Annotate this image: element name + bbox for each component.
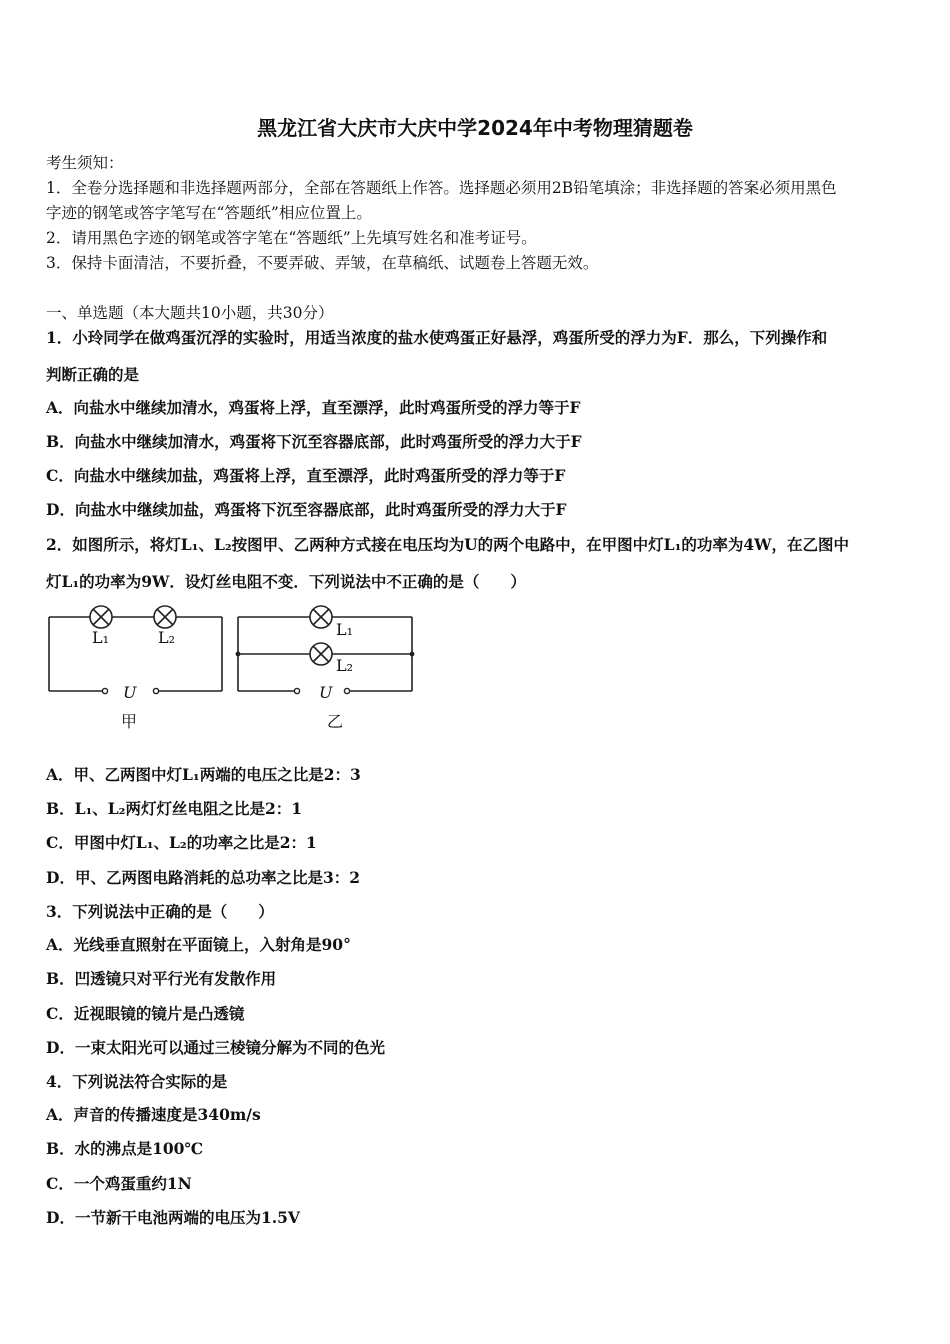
question-stem: 1．小玲同学在做鸡蛋沉浮的实验时，用适当浓度的盐水使鸡蛋正好悬浮，鸡蛋所受的浮力为F．那么，下列操作和 — [46, 328, 828, 347]
option-c: C．近视眼镜的镜片是凸透镜 — [46, 1004, 245, 1023]
figure-caption: 乙 — [327, 712, 344, 731]
notice-heading: 考生须知： — [46, 154, 124, 172]
option-d: D．一束太阳光可以通过三棱镜分解为不同的色光 — [46, 1038, 385, 1057]
option-a: A．声音的传播速度是340m/s — [46, 1105, 261, 1124]
notice-line: 1．全卷分选择题和非选择题两部分，全部在答题纸上作答。选择题必须用2B铅笔填涂；非选择题的答案必须用黑色 — [46, 179, 837, 197]
voltage-label: U — [319, 683, 333, 702]
lamp-label: L₂ — [336, 656, 354, 675]
option-a: A．甲、乙两图中灯L₁两端的电压之比是2：3 — [46, 765, 361, 784]
option-c: C．甲图中灯L₁、L₂的功率之比是2：1 — [46, 833, 317, 852]
question-stem: 3．下列说法中正确的是（ ） — [46, 902, 274, 921]
section-heading: 一、单选题（本大题共10小题，共30分） — [46, 304, 334, 322]
lamp-label: L₁ — [336, 620, 354, 639]
option-a: A．光线垂直照射在平面镜上，入射角是90° — [46, 935, 351, 954]
option-a: A．向盐水中继续加清水，鸡蛋将上浮，直至漂浮，此时鸡蛋所受的浮力等于F — [46, 398, 581, 417]
circuit-diagram-series — [44, 600, 234, 735]
lamp-label: L₂ — [158, 628, 176, 647]
option-b: B．水的沸点是100℃ — [46, 1139, 204, 1158]
notice-line: 2．请用黑色字迹的钢笔或答字笔在“答题纸”上先填写姓名和准考证号。 — [46, 229, 537, 247]
question-stem: 灯L₁的功率为9W．设灯丝电阻不变．下列说法中不正确的是（ ） — [46, 572, 526, 591]
option-d: D．一节新干电池两端的电压为1.5V — [46, 1208, 300, 1227]
question-stem: 判断正确的是 — [46, 365, 140, 384]
option-d: D．甲、乙两图电路消耗的总功率之比是3：2 — [46, 868, 361, 887]
option-b: B．凹透镜只对平行光有发散作用 — [46, 969, 277, 988]
option-b: B．L₁、L₂两灯灯丝电阻之比是2：1 — [46, 799, 303, 818]
figure-caption: 甲 — [121, 712, 138, 731]
option-c: C．向盐水中继续加盐，鸡蛋将上浮，直至漂浮，此时鸡蛋所受的浮力等于F — [46, 466, 566, 485]
lamp-label: L₁ — [92, 628, 110, 647]
voltage-label: U — [123, 683, 137, 702]
option-d: D．向盐水中继续加盐，鸡蛋将下沉至容器底部，此时鸡蛋所受的浮力大于F — [46, 500, 567, 519]
question-stem: 4．下列说法符合实际的是 — [46, 1072, 228, 1091]
notice-line: 3．保持卡面清洁，不要折叠，不要弄破、弄皱，在草稿纸、试题卷上答题无效。 — [46, 254, 599, 272]
question-stem: 2．如图所示，将灯L₁、L₂按图甲、乙两种方式接在电压均为U的两个电路中，在甲图中灯L₁的功率为4W，在乙图中 — [46, 535, 850, 554]
page-title: 黑龙江省大庆市大庆中学2024年中考物理猜题卷 — [257, 116, 693, 140]
notice-line: 字迹的钢笔或答字笔写在“答题纸”相应位置上。 — [46, 204, 372, 222]
option-c: C．一个鸡蛋重约1N — [46, 1174, 192, 1193]
option-b: B．向盐水中继续加清水，鸡蛋将下沉至容器底部，此时鸡蛋所受的浮力大于F — [46, 432, 582, 451]
